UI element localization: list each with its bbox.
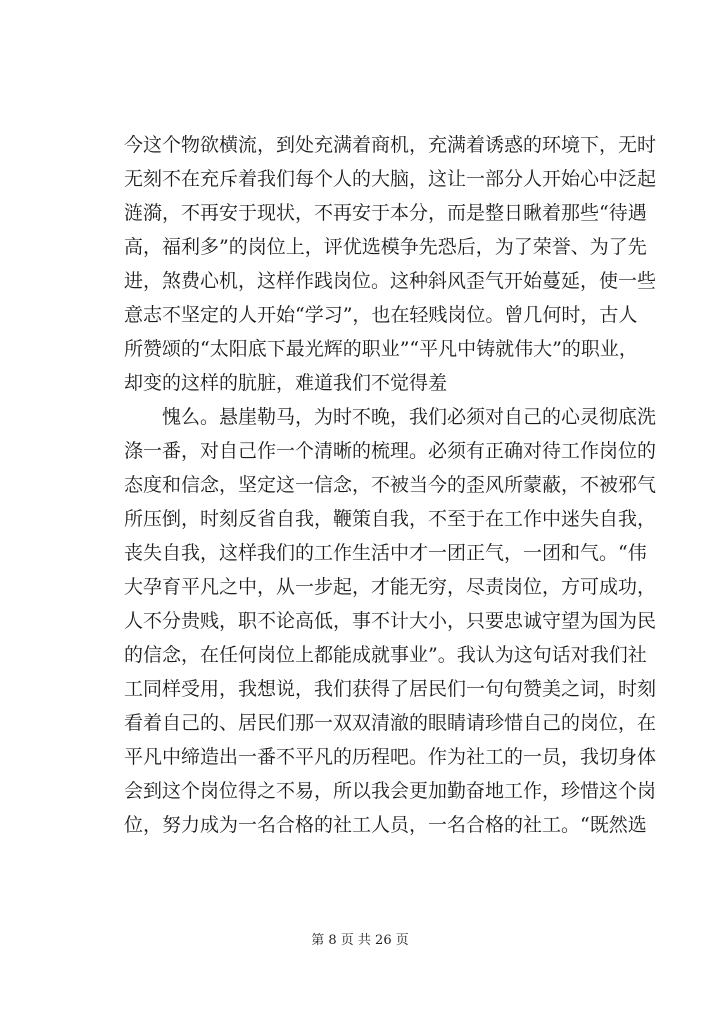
text-line: 今这个物欲横流，到处充满着商机，充满着诱惑的环境下，无时 [124,134,657,156]
page-number-footer: 第 8 页 共 26 页 [311,933,409,948]
text-line: 却变的这样的肮脏，难道我们不觉得羞 [124,372,448,394]
text-line: 无刻不在充斥着我们每个人的大脑，这让一部分人开始心中泛起 [124,168,657,190]
text-line: 丧失自我，这样我们的工作生活中才一团正气，一团和气。“伟 [124,542,647,564]
text-line: 大孕育平凡之中，从一步起，才能无穷，尽责岗位，方可成功， [124,576,657,598]
text-line: 人不分贵贱，职不论高低，事不计大小，只要忠诚守望为国为民 [124,610,657,632]
text-line: 工同样受用，我想说，我们获得了居民们一句句赞美之词，时刻 [124,678,657,700]
paragraph-1 [124,128,657,400]
text-line: 会到这个岗位得之不易，所以我会更加勤奋地工作，珍惜这个岗 [124,780,657,802]
text-line: 涤一番，对自己作一个清晰的梳理。必须有正确对待工作岗位的 [124,440,657,462]
text-line: 平凡中缔造出一番不平凡的历程吧。作为社工的一员，我切身体 [124,746,657,768]
text-line: 高，福利多”的岗位上，评优选模争先恐后，为了荣誉、为了先 [124,236,647,258]
text-line: 愧么。悬崖勒马，为时不晚，我们必须对自己的心灵彻底洗 [162,406,657,428]
paragraph-2 [124,400,657,842]
text-line: 看着自己的、居民们那一双双清澈的眼睛请珍惜自己的岗位，在 [124,712,657,734]
text-line: 进，煞费心机，这样作践岗位。这种斜风歪气开始蔓延，使一些 [124,270,657,292]
text-line: 位，努力成为一名合格的社工人员，一名合格的社工。“既然选 [124,814,647,836]
text-line: 的信念，在任何岗位上都能成就事业”。我认为这句话对我们社 [124,644,647,666]
text-line: 涟漪，不再安于现状，不再安于本分，而是整日瞅着那些“待遇 [124,202,647,224]
text-line: 态度和信念，坚定这一信念，不被当今的歪风所蒙蔽，不被邪气 [124,474,657,496]
text-line: 所压倒，时刻反省自我，鞭策自我，不至于在工作中迷失自我， [124,508,657,530]
text-line: 意志不坚定的人开始“学习”，也在轻贱岗位。曾几何时，古人 [124,304,638,326]
text-line: 所赞颂的“太阳底下最光辉的职业”“平凡中铸就伟大”的职业， [124,338,638,360]
